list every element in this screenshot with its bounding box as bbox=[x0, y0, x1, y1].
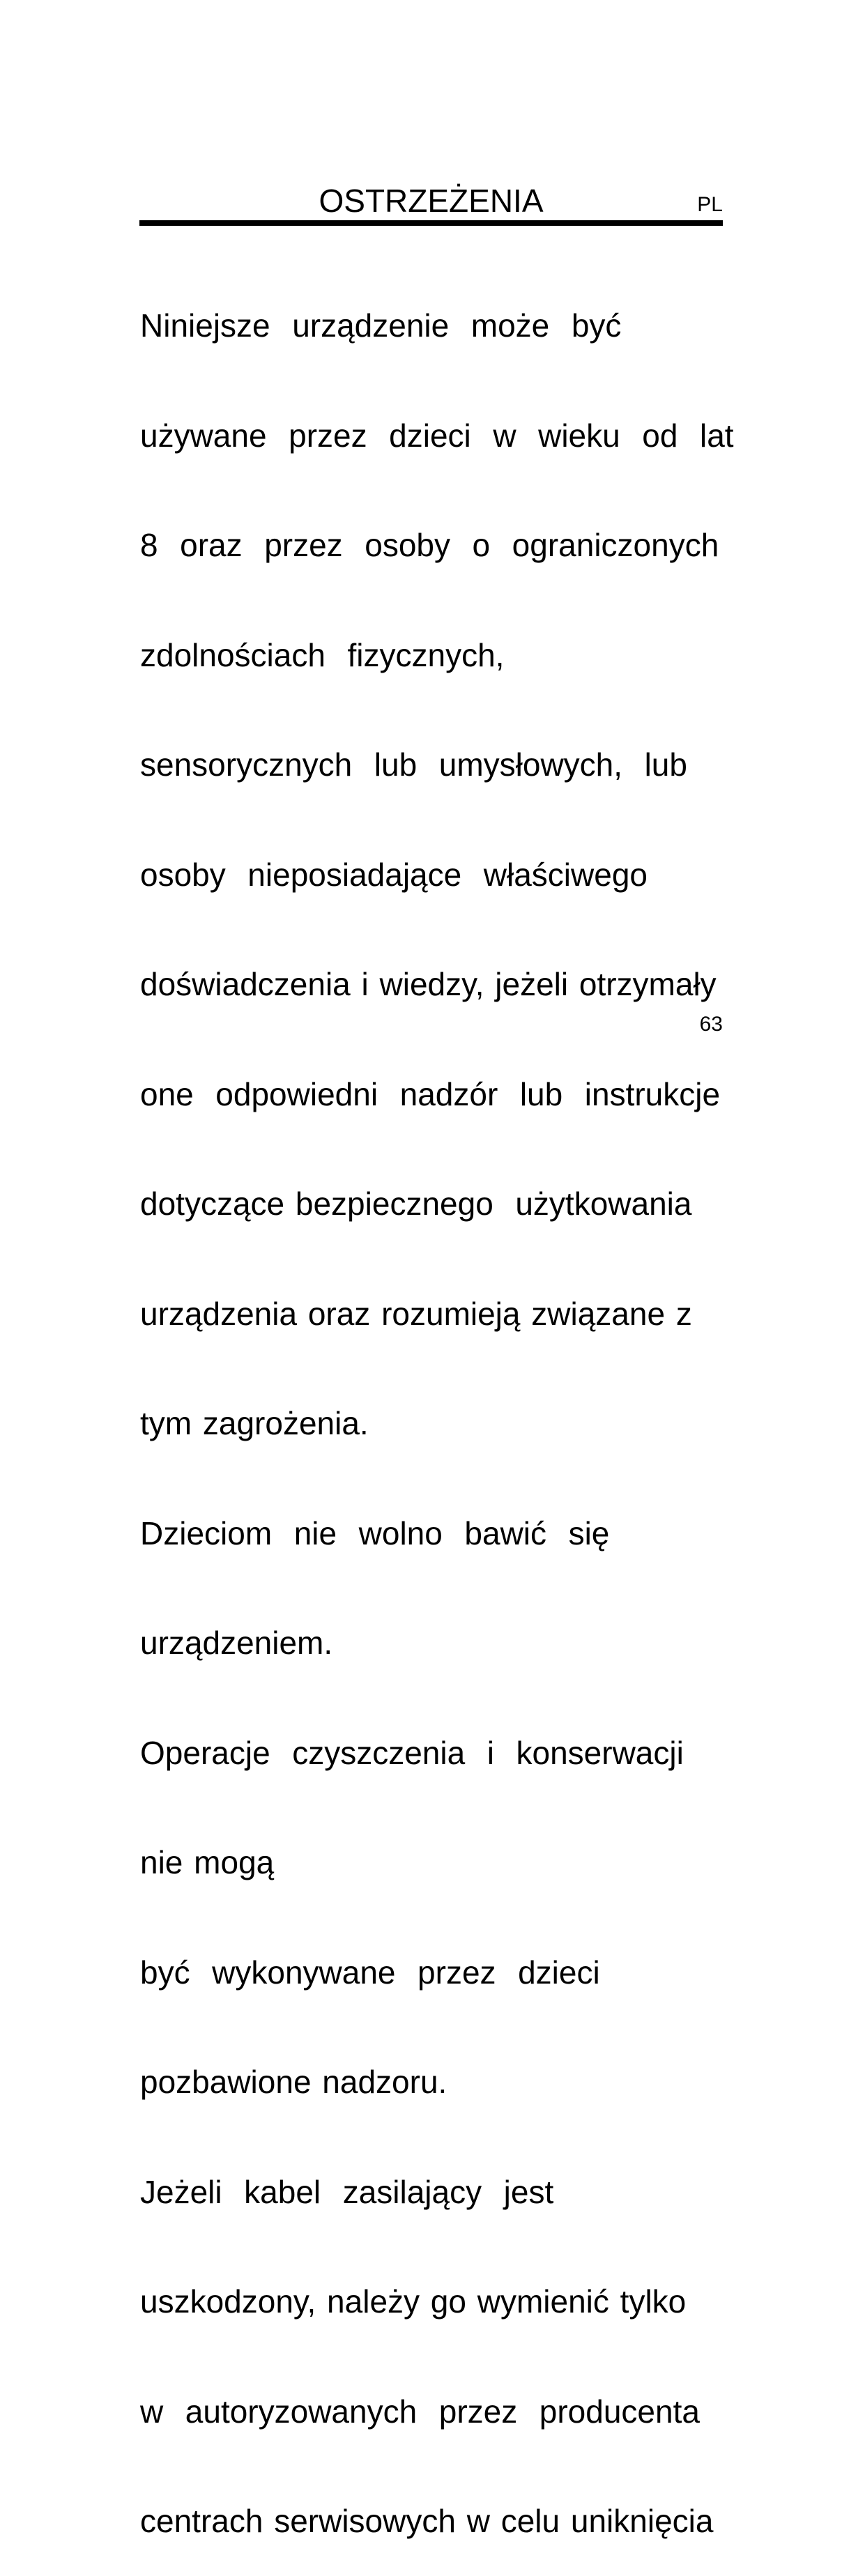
language-code: PL bbox=[697, 193, 723, 216]
page-header bbox=[139, 183, 723, 219]
text-line: Jeżeli kabel zasilający jest bbox=[140, 2173, 554, 2210]
text-line: doświadczenia i wiedzy, jeżeli otrzymały bbox=[140, 966, 717, 1002]
text-line: uszkodzony, należy go wymienić tylko bbox=[140, 2283, 687, 2320]
text-line: one odpowiedni nadzór lub instrukcje bbox=[140, 1075, 721, 1112]
text-line: dotyczące bezpiecznego użytkowania bbox=[140, 1186, 692, 1222]
text-line: nie mogą bbox=[140, 1844, 275, 1880]
text-line: Operacje czyszczenia i konserwacji bbox=[140, 1734, 684, 1771]
text-line: urządzeniem. bbox=[140, 1625, 333, 1661]
page-number: 63 bbox=[699, 1013, 723, 1036]
text-line: w autoryzowanych przez producenta bbox=[140, 2393, 700, 2430]
text-line: Dzieciom nie wolno bawić się bbox=[140, 1515, 610, 1551]
text-line: Niniejsze urządzenie może być bbox=[140, 307, 622, 344]
warning-text bbox=[140, 234, 753, 2576]
text-line: pozbawione nadzoru. bbox=[140, 2064, 447, 2100]
text-line: 8 oraz przez osoby o ograniczonych bbox=[140, 527, 719, 563]
text-line: osoby nieposiadające właściwego bbox=[140, 856, 648, 893]
text-line: centrach serwisowych w celu uniknięcia bbox=[140, 2503, 714, 2539]
page-title: OSTRZEŻENIA bbox=[319, 183, 544, 219]
text-line: zdolnościach fizycznych, bbox=[140, 636, 505, 673]
text-line: używane przez dzieci w wieku od lat bbox=[140, 417, 734, 454]
header-divider bbox=[139, 220, 723, 226]
text-line: urządzenia oraz rozumieją związane z bbox=[140, 1295, 692, 1332]
text-line: sensorycznych lub umysłowych, lub bbox=[140, 746, 687, 783]
text-line: tym zagrożenia. bbox=[140, 1405, 369, 1441]
text-line: być wykonywane przez dzieci bbox=[140, 1954, 600, 1991]
